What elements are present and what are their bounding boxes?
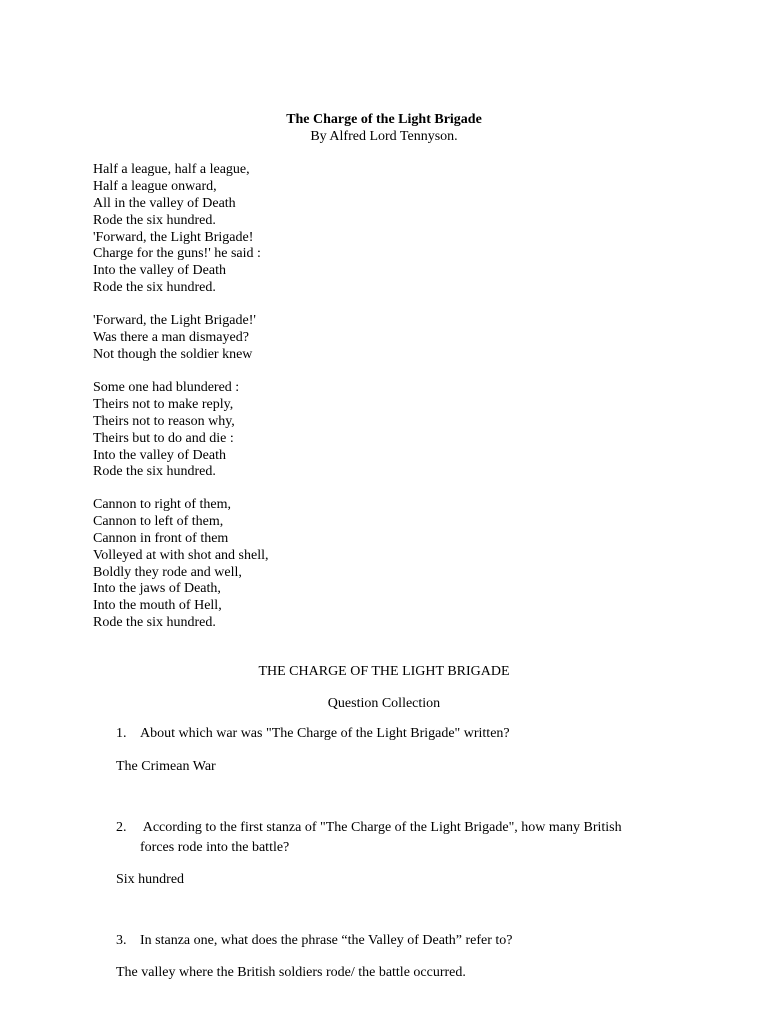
stanza-2 — [93, 313, 256, 364]
question-item — [116, 724, 510, 744]
section-heading: THE CHARGE OF THE LIGHT BRIGADE — [258, 664, 510, 679]
poem-line: Was there a man dismayed? — [93, 329, 249, 345]
question-text: According to the first stanza of "The Charge of the Light Brigade", how many British — [140, 820, 622, 835]
answer-text: The Crimean War — [116, 759, 216, 774]
poem-line: Rode the six hundred. — [93, 280, 216, 296]
poem-line: Theirs not to make reply, — [93, 396, 234, 412]
answer-text: The valley where the British soldiers rode/ the battle occurred. — [116, 965, 466, 980]
poem-line: Into the mouth of Hell, — [93, 598, 222, 614]
question-number: 2. — [116, 820, 127, 835]
question-text-continued: forces rode into the battle? — [140, 840, 290, 855]
poem-line: Some one had blundered : — [93, 380, 240, 395]
poem-line: All in the valley of Death — [93, 195, 236, 211]
poem-line: Rode the six hundred. — [93, 212, 216, 228]
question-text: In stanza one, what does the phrase “the Valley of Death” refer to? — [140, 933, 513, 948]
poem-line: Into the valley of Death — [93, 263, 226, 279]
poem-line: Theirs not to reason why, — [93, 413, 235, 429]
poem-line: Not though the soldier knew — [93, 346, 253, 362]
stanza-3 — [93, 380, 239, 481]
section-subheading: Question Collection — [327, 696, 441, 711]
poem-line: Theirs but to do and die : — [93, 430, 234, 446]
question-number: 3. — [116, 933, 127, 948]
poem-line: Cannon in front of them — [93, 530, 229, 546]
poem-line: Cannon to left of them, — [93, 513, 224, 529]
question-item — [116, 931, 513, 951]
poem-line: Half a league, half a league, — [93, 162, 250, 177]
poem-line: Volleyed at with shot and shell, — [93, 547, 269, 563]
question-text: About which war was "The Charge of the Light Brigade" written? — [140, 726, 510, 741]
poem-line: Boldly they rode and well, — [93, 564, 242, 580]
question-item — [116, 818, 622, 858]
answer-text: Six hundred — [116, 872, 185, 887]
poem-author: By Alfred Lord Tennyson. — [310, 129, 458, 144]
poem-line: Cannon to right of them, — [93, 497, 232, 512]
stanza-1 — [93, 162, 261, 297]
poem-title: The Charge of the Light Brigade — [286, 112, 482, 127]
poem-line: Rode the six hundred. — [93, 464, 216, 480]
poem-line: Into the valley of Death — [93, 447, 226, 463]
stanza-4 — [93, 497, 269, 632]
question-number: 1. — [116, 726, 127, 741]
poem-line: 'Forward, the Light Brigade! — [93, 229, 254, 245]
poem-line: 'Forward, the Light Brigade!' — [93, 313, 256, 328]
poem-line: Charge for the guns!' he said : — [93, 246, 261, 262]
poem-line: Half a league onward, — [93, 178, 217, 194]
poem-line: Rode the six hundred. — [93, 615, 216, 631]
poem-line: Into the jaws of Death, — [93, 581, 221, 597]
